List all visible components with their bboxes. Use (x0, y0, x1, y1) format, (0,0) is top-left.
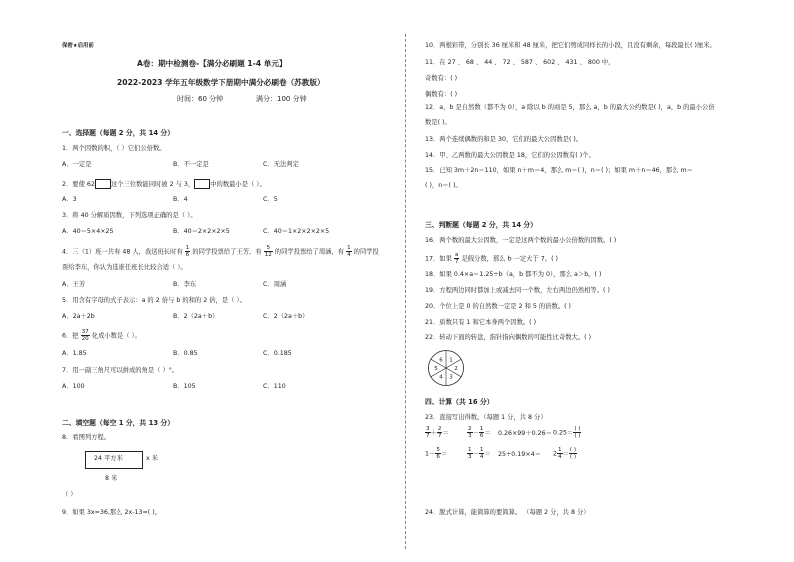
equals-sign: ＝ (562, 450, 569, 458)
q6-text-b: 化成小数是（ ）。 (91, 332, 141, 340)
numerator: 5 (264, 245, 273, 252)
q8-answer-blank: （ ） (62, 491, 77, 498)
question-12: 12．a，b 是自然数（都不为 0），a 除以 b 的商是 5，那么 a，b 的最大公约数是( )，a，b 的最小公倍 (425, 104, 715, 111)
spinner-number: 2 (454, 366, 458, 372)
calc-4 (553, 426, 581, 439)
section-4-title: 四、计算（共 16 分） (425, 398, 494, 406)
calc-8 (553, 447, 577, 460)
q4-text-b: 的同学投票给了王芳，有 (192, 248, 262, 256)
q4-text-a: 4．三（1）班一共有 48 人，我送班长时有 (62, 248, 183, 256)
question-7: 7．用一副三角尺可以拼成的角是（ ）°。 (62, 367, 179, 374)
exam-time: 时间：60 分钟 (177, 95, 224, 103)
numerator-blank: ( ) (569, 447, 577, 453)
q2-text-b: 这个三位数能同时被 2 与 3， (110, 181, 195, 188)
q2-option-c: C．5 (263, 196, 278, 203)
question-3: 3．将 40 分解质因数，下列选项正确的是（ ）。 (62, 212, 197, 219)
question-21: 21．质数只有 1 和它本身两个因数。( ) (425, 319, 537, 326)
denominator: 4 (558, 454, 562, 460)
question-23: 23．直接写出得数。（每题 1 分，共 8 分） (425, 414, 547, 421)
question-4 (62, 245, 379, 258)
equals-sign: ＝ (440, 450, 448, 458)
q3-option-b: B．40＝2×2×2×5 (173, 228, 230, 235)
question-17 (425, 252, 558, 265)
section-3-title: 三、判断题（每题 2 分，共 14 分） (425, 221, 538, 229)
q4-option-a: A．王芳 (62, 281, 86, 288)
secret-label: 保密★启用前 (62, 43, 94, 49)
fraction (573, 426, 581, 439)
q2-option-a: A．3 (62, 196, 77, 203)
q3-option-c: C．40＝1×2×2×2×5 (263, 228, 330, 235)
numerator-blank: ( ) (574, 426, 581, 432)
denominator: 6 (479, 433, 484, 439)
page-subtitle: 2022-2023 学年五年级数学下册期中满分必刷卷（苏教版） (117, 78, 325, 87)
page-title: A卷：期中检测卷-【满分必刷题 1-4 单元】 (137, 59, 287, 68)
numerator: 1 (185, 245, 190, 251)
width-label: x 米 (146, 455, 159, 462)
calc-4-text: 0.25＝ (553, 429, 574, 437)
q1-option-b: B．不一定是 (173, 161, 209, 168)
question-2 (62, 179, 266, 189)
spinner-number: 6 (439, 357, 443, 364)
q2-option-b: B．4 (173, 196, 188, 203)
numerator: 1 (468, 447, 472, 453)
whole-number: 2 (553, 450, 558, 458)
minus-sign: － (472, 429, 479, 437)
denominator-blank: ( ) (574, 433, 581, 439)
denominator: 6 (185, 252, 190, 258)
question-16: 16．两个数的最大公因数，一定是这两个数的最小公倍数的因数。( ) (425, 237, 617, 244)
q5-option-b: B．2（2a＋b） (173, 313, 219, 320)
denominator-blank: ( ) (569, 454, 577, 460)
section-2-title: 二、填空题（每空 1 分，共 13 分） (62, 419, 175, 427)
numerator: 5 (436, 447, 440, 453)
question-13: 13．两个连续偶数的和是 30，它们的最大公因数是( )。 (425, 136, 583, 143)
numerator: 3 (426, 426, 430, 432)
calc-1 (425, 426, 449, 439)
q2-text-a: 2．要使 62 (62, 181, 95, 188)
numerator: 1 (479, 426, 484, 432)
fraction (454, 252, 460, 265)
fraction (569, 447, 577, 460)
q11-even: 偶数有：( ) (425, 91, 458, 98)
numerator: 1 (558, 447, 562, 453)
q6-option-a: A．1.85 (62, 350, 87, 357)
denominator: 7 (454, 259, 459, 265)
numerator: a (454, 252, 459, 258)
fraction (346, 245, 352, 258)
spinner-number: 3 (449, 374, 453, 381)
question-22: 22．转动下面的转盘，指针指向偶数的可能性比奇数大。( ) (425, 334, 592, 341)
question-4-cont: 票给李东，你认为选谁任班长比较合适（ ）。 (62, 264, 187, 271)
denominator: 6 (436, 454, 440, 460)
question-18: 18．如果 0.4×a＝1.25÷b（a，b 都不为 0），那么 a＞b。( ) (425, 271, 602, 278)
calc-6 (467, 447, 491, 460)
calc-5 (425, 447, 447, 460)
exam-score: 满分：100 分钟 (256, 95, 307, 103)
q7-option-b: B．105 (173, 383, 196, 390)
numerator: 2 (437, 426, 442, 432)
blank-box (194, 179, 210, 189)
q17-text-a: 17．如果 (425, 255, 452, 263)
numerator: 1 (479, 447, 484, 453)
denominator: 12 (264, 252, 272, 258)
q6-option-c: C．0.185 (263, 350, 292, 357)
question-10: 10．两根彩带，分别长 36 厘米和 48 厘米，把它们剪成同样长的小段，且没有剩余，每段最长( )厘米。 (425, 42, 716, 49)
question-14: 14．甲、乙两数的最大公因数是 18，它们的公因数有( )个。 (425, 152, 595, 159)
question-12-cont: 数是( )。 (425, 119, 451, 126)
spinner-number: 5 (434, 366, 438, 372)
numerator: 37 (81, 329, 89, 335)
question-11: 11．在 27 、 68 、 44 、 72 、 587 、 602 、 431 、 800 中， (425, 59, 615, 66)
numerator: 2 (468, 426, 472, 432)
question-5: 5．用含有字母的式子表示：a 的 2 倍与 b 的和的 2 倍，是（ ）。 (62, 297, 246, 304)
question-15: 15．已知 3m＋2n＝110，如果 n＋m＝4，那么 m＝( )，n＝( )；如果 m＋n＝46，那么 m＝ (425, 167, 693, 174)
q11-odd: 奇数有：( ) (425, 75, 458, 82)
question-8: 8．看图列方程。 (62, 434, 111, 441)
fraction (185, 245, 191, 258)
spinner-wheel (427, 349, 465, 387)
denominator: 3 (468, 454, 472, 460)
question-9: 9．如果 3x=36,那么 2x-13=( )。 (62, 509, 162, 516)
denominator: 7 (426, 433, 430, 439)
q4-option-c: C．周涵 (263, 281, 287, 288)
calc-7: 25÷0.19×4＝ (498, 451, 541, 458)
fraction (264, 245, 273, 258)
q17-text-b: 是假分数，那么 b 一定大于 7。( ) (461, 255, 558, 263)
question-6 (62, 329, 141, 342)
q1-option-c: C．无法判定 (263, 161, 299, 168)
column-divider (405, 34, 406, 549)
spinner-number: 1 (449, 357, 453, 364)
calc-5-text: 1－ (425, 450, 436, 458)
area-label: 24 平方米 (94, 455, 123, 462)
equals-sign: ＝ (442, 429, 449, 437)
q1-option-a: A．一定是 (62, 161, 92, 168)
denominator: 7 (437, 433, 442, 439)
q7-option-c: C．110 (263, 383, 286, 390)
question-20: 20．个位上是 0 的自然数一定是 2 和 5 的倍数。( ) (425, 303, 572, 310)
q4-option-b: B．李东 (173, 281, 197, 288)
denominator: 20 (81, 336, 89, 342)
denominator: 4 (479, 454, 484, 460)
question-19: 19．方程两边同时都加上或减去同一个数，左右两边仍然相等。( ) (425, 287, 610, 294)
denominator: 4 (347, 252, 351, 258)
q4-text-c: 的同学投票给了周涵，有 (274, 248, 345, 256)
q2-text-c: 中的数最小是（ ）。 (210, 181, 266, 188)
spinner-number: 4 (439, 374, 443, 381)
calc-2 (467, 426, 491, 439)
question-1: 1．两个因数的积，（ ）它们公倍数。 (62, 145, 166, 152)
q5-option-a: A．2a＋2b (62, 313, 95, 320)
numerator: 1 (347, 245, 351, 251)
length-label: 8 米 (105, 475, 118, 482)
equals-sign: ＝ (484, 450, 491, 458)
question-15-cont: ( )，n＝( )。 (425, 182, 462, 189)
calc-3: 0.26×99＋0.26＝ (498, 430, 552, 437)
q4-text-d: 的同学投 (353, 248, 379, 256)
plus-sign: ＋ (430, 429, 437, 437)
denominator: 3 (468, 433, 472, 439)
minus-sign: － (472, 450, 479, 458)
q7-option-a: A．100 (62, 383, 85, 390)
equals-sign: ＝ (484, 429, 491, 437)
q5-option-c: C．2（2a＋b） (263, 313, 309, 320)
q6-option-b: B．0.85 (173, 350, 198, 357)
q6-text-a: 6．把 (62, 332, 79, 340)
question-24: 24．脱式计算，能简算的要简算。 （每题 2 分，共 8 分） (425, 509, 590, 516)
fraction (81, 329, 90, 342)
q3-option-a: A．40＝5×4×25 (62, 228, 114, 235)
section-1-title: 一、选择题（每题 2 分，共 14 分） (62, 129, 175, 137)
blank-box (95, 179, 111, 189)
